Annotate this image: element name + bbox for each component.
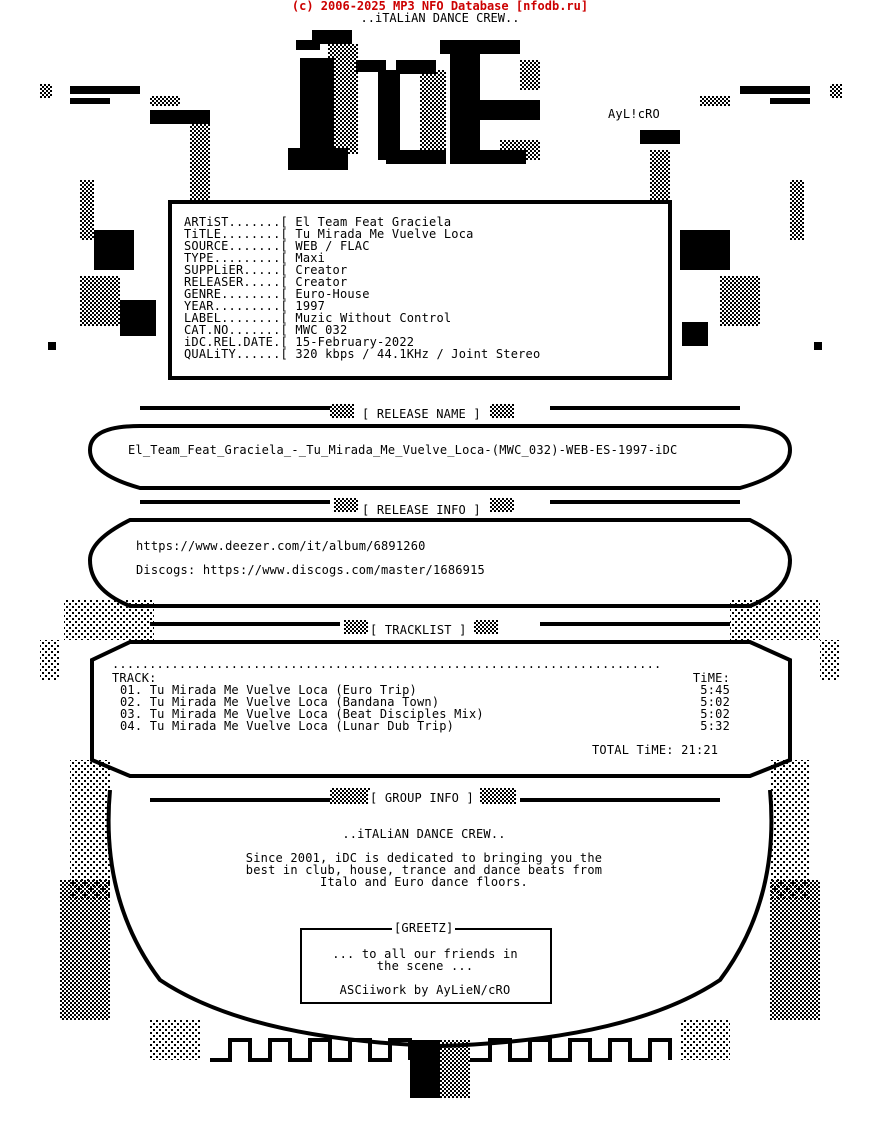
track-time: 5:45 bbox=[700, 683, 730, 697]
release-field-label: TYPE.........[ bbox=[184, 251, 288, 265]
tracklist-total: TOTAL TiME: 21:21 bbox=[592, 743, 719, 757]
greetz-header: [GREETZ] bbox=[394, 921, 454, 935]
logo-graphic bbox=[288, 30, 540, 170]
group-description-line: Italo and Euro dance floors. bbox=[320, 875, 528, 889]
release-field-label: TiTLE........[ bbox=[184, 227, 288, 241]
track-title: 04. Tu Mirada Me Vuelve Loca (Lunar Dub Trip) bbox=[120, 719, 455, 733]
release-field-label: QUALiTY......[ bbox=[184, 347, 288, 361]
release-field-label: SOURCE.......[ bbox=[184, 239, 288, 253]
tracklist-ruler: .......................................................................... bbox=[112, 658, 662, 670]
release-name-frame bbox=[90, 426, 790, 488]
ascii-credit: ASCiiwork by AyLieN/cRO bbox=[339, 983, 511, 997]
release-field-value: Euro-House bbox=[295, 287, 370, 301]
release-field-row bbox=[184, 348, 540, 360]
track-title: 02. Tu Mirada Me Vuelve Loca (Bandana Town) bbox=[120, 695, 440, 709]
release-field-value: 1997 bbox=[295, 299, 326, 313]
crew-name-top: ..iTALiAN DANCE CREW.. bbox=[360, 11, 520, 25]
release-field-label: YEAR.........[ bbox=[184, 299, 288, 313]
release-field-value: Muzic Without Control bbox=[295, 311, 452, 325]
greetz-line: ... to all our friends in bbox=[332, 947, 518, 961]
release-field-value: El Team Feat Graciela bbox=[295, 215, 452, 229]
tracklist-col-time: TiME: bbox=[692, 671, 730, 685]
section-header-group-info: [ GROUP INFO ] bbox=[370, 791, 474, 805]
release-field-label: CAT.NO.......[ bbox=[184, 323, 288, 337]
tracklist-col-track: TRACK: bbox=[112, 671, 157, 685]
release-field-value: 15-February-2022 bbox=[295, 335, 415, 349]
track-time: 5:02 bbox=[700, 695, 730, 709]
release-field-value: 320 kbps / 44.1KHz / Joint Stereo bbox=[295, 347, 541, 361]
copyright-notice: (c) 2006-2025 MP3 NFO Database [nfodb.ru] bbox=[291, 0, 589, 13]
art-credit: AyL!cRO bbox=[608, 107, 660, 121]
tracklist-list bbox=[120, 684, 730, 732]
section-header-tracklist: [ TRACKLIST ] bbox=[370, 623, 467, 637]
release-field-value: Creator bbox=[295, 275, 348, 289]
release-field-label: RELEASER.....[ bbox=[184, 275, 288, 289]
track-time: 5:32 bbox=[700, 719, 730, 733]
section-header-release-info: [ RELEASE INFO ] bbox=[362, 503, 481, 517]
group-description-line: Since 2001, iDC is dedicated to bringing you the bbox=[245, 851, 603, 865]
section-header-release-name: [ RELEASE NAME ] bbox=[362, 407, 481, 421]
release-info-discogs[interactable]: Discogs: https://www.discogs.com/master/1686915 bbox=[136, 563, 485, 577]
release-field-value: Maxi bbox=[295, 251, 326, 265]
group-description bbox=[0, 852, 848, 888]
greetz-message bbox=[302, 948, 548, 972]
track-title: 03. Tu Mirada Me Vuelve Loca (Beat Disciples Mix) bbox=[120, 707, 484, 721]
greetz-line: the scene ... bbox=[376, 959, 474, 973]
release-field-label: LABEL........[ bbox=[184, 311, 288, 325]
release-field-label: iDC.REL.DATE.[ bbox=[184, 335, 288, 349]
release-field-label: SUPPLiER.....[ bbox=[184, 263, 288, 277]
track-row bbox=[120, 720, 730, 732]
release-field-value: Tu Mirada Me Vuelve Loca bbox=[295, 227, 474, 241]
release-field-label: ARTiST.......[ bbox=[184, 215, 288, 229]
release-info-url[interactable]: https://www.deezer.com/it/album/6891260 bbox=[136, 539, 426, 553]
release-field-value: Creator bbox=[295, 263, 348, 277]
release-field-value: WEB / FLAC bbox=[295, 239, 370, 253]
track-time: 5:02 bbox=[700, 707, 730, 721]
release-name: El_Team_Feat_Graciela_-_Tu_Mirada_Me_Vuelve_Loca-(MWC_032)-WEB-ES-1997-iDC bbox=[128, 443, 678, 457]
group-crew-name: ..iTALiAN DANCE CREW.. bbox=[342, 827, 506, 841]
group-description-line: best in club, house, trance and dance beats from bbox=[245, 863, 603, 877]
release-details-list bbox=[184, 216, 540, 360]
track-title: 01. Tu Mirada Me Vuelve Loca (Euro Trip) bbox=[120, 683, 417, 697]
release-field-label: GENRE........[ bbox=[184, 287, 288, 301]
release-field-value: MWC 032 bbox=[295, 323, 348, 337]
